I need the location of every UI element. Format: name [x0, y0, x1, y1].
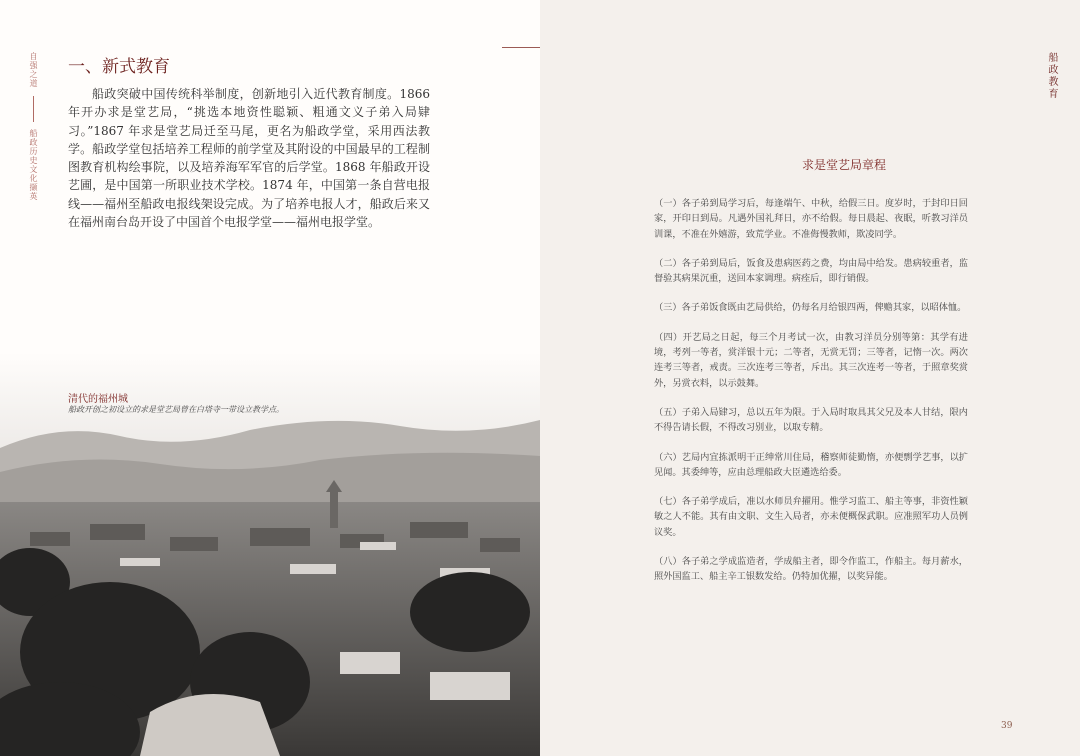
running-header-book: 船政历史文化撷英 — [29, 129, 38, 202]
photo-caption-text: 船政开创之初设立的求是堂艺局曾在白塔寺一带设立教学点。 — [68, 405, 284, 414]
running-header-vertical — [28, 52, 39, 201]
regulation-item-5: （五）子弟入局肄习，总以五年为限。于入局时取具其父兄及本人甘结，限内不得告请长假，不得改习别业，以取专精。 — [654, 406, 968, 434]
regulation-item-4: （四）开艺局之日起，每三个月考试一次，由教习洋员分别等第：其学有进境，考列一等者，赏洋银十元；二等者，无赏无罚；三等者，记惰一次。两次连考三等者，戒责。三次连考三等者，斥出。其三次连考一等者，于照章奖赏外，另赏衣料，以示鼓舞。 — [654, 331, 968, 389]
page-corner-rule — [502, 47, 540, 48]
regulations-title: 求是堂艺局章程 — [801, 158, 886, 172]
photo-caption-title: 清代的福州城 — [68, 394, 128, 405]
regulation-item-8: （八）各子弟之学成监造者，学成船主者，即令作监工，作船主。每月薪水，照外国监工、船主辛工银数发给。仍特加优擢，以奖异能。 — [654, 556, 968, 583]
regulation-item-1: （一）各子弟到局学习后，每逢端午、中秋，给假三日。度岁时，于封印日回家，开印日到局。凡遇外国礼拜日，亦不给假。每日晨起、夜眠，听教习洋员训课，不准在外嬉游，致荒学业。不准侮慢教师，欺凌同学。 — [654, 198, 968, 240]
regulation-item-2: （二）各子弟到局后，饭食及患病医药之费，均由局中给发。患病较重者，监督验其病果沉重，送回本家调理。病痊后，即行销假。 — [654, 257, 968, 285]
regulations-list — [654, 196, 968, 599]
running-header-series: 自强之道 — [29, 52, 38, 88]
section-heading: 一、新式教育 — [68, 57, 170, 77]
regulation-item-6: （六）艺局内宜拣派明干正绅常川住局，稽察师徒勤惰，亦便剽学艺事，以扩见闻。其委绅等，应由总理船政大臣遴选给委。 — [654, 451, 968, 478]
regulation-item-7: （七）各子弟学成后，准以水师员弁擢用。惟学习监工、船主等事，非资性颖敏之人不能。其有由文职、文生入局者，亦未便概保武职。应准照军功人员例议奖。 — [654, 496, 968, 538]
regulation-item-3: （三）各子弟饭食既由艺局供给，仍每名月给银四两，俾赡其家，以昭体恤。 — [654, 302, 967, 314]
intro-paragraph: 船政突破中国传统科举制度，创新地引入近代教育制度。1866 年开办求是堂艺局，“挑选本地资性聪颖、粗通文义子弟入局肄习。”1867 年求是堂艺局迁至马尾，更名为船政学堂，采用西法教学。船政学堂包括培养工程师的前学堂及其附设的中国最早的工程制图教育机构绘事院，以及培养海军军官的后学堂。1868 年船政开设艺圃，是中国第一所职业技术学校。1874 年，中国第一条自营电报线——福州至船政电报线架设完成。为了培养电报人才，船政后来又在福州南台岛开设了中国首个电报学堂——福州电报学堂。 — [68, 87, 430, 230]
chapter-tab: 船政教育 — [1046, 52, 1057, 100]
page-number: 39 — [1001, 721, 1013, 731]
running-header-divider — [33, 96, 34, 122]
